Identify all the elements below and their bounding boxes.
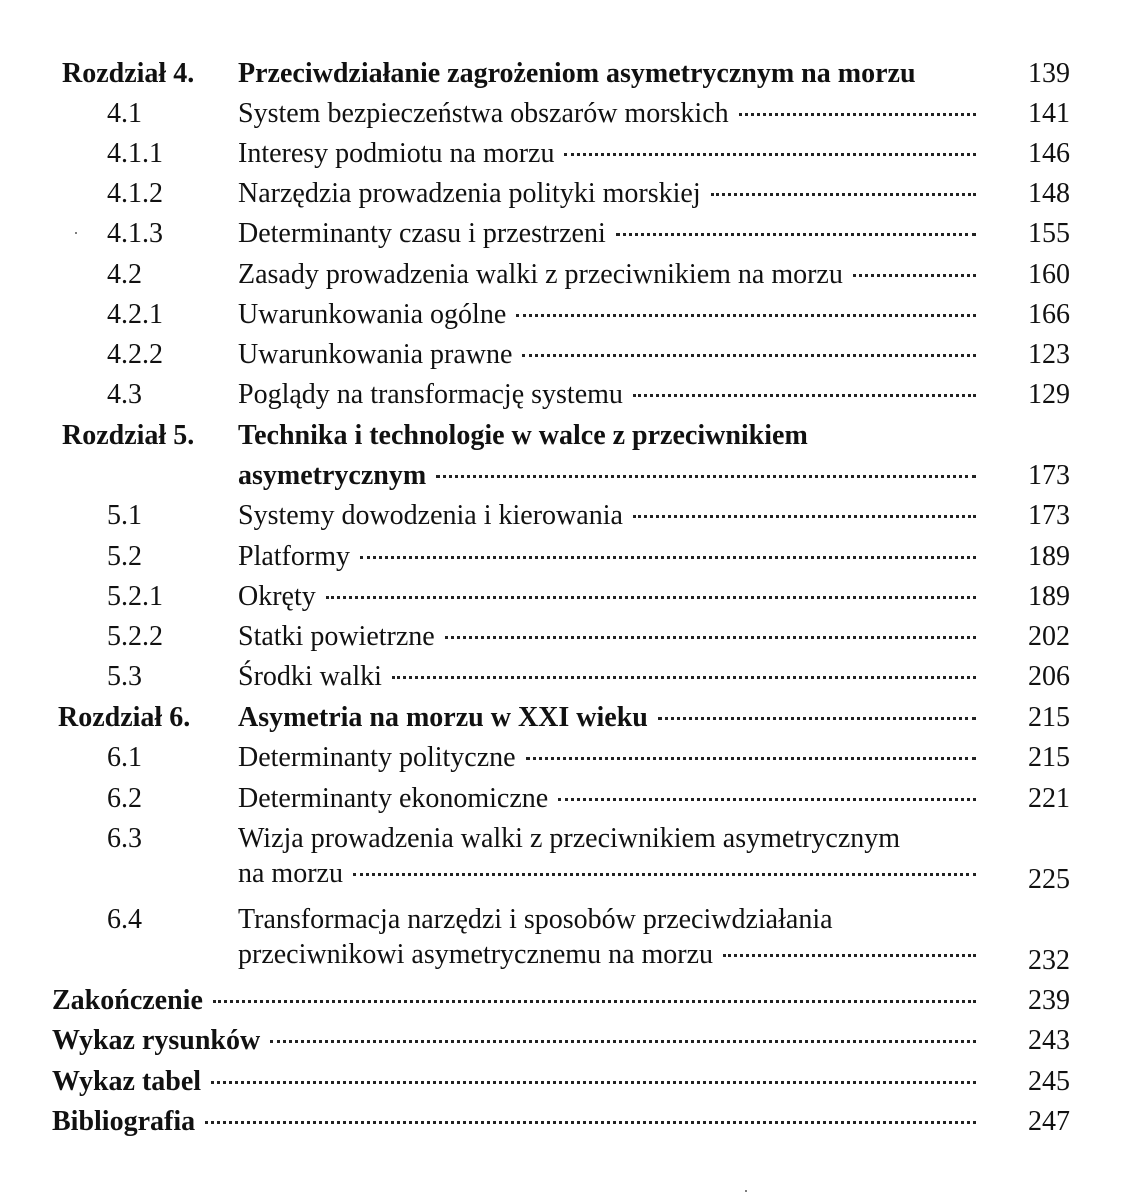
toc-page: 232 xyxy=(1028,945,1070,976)
dot-leader xyxy=(711,193,976,196)
toc-entry xyxy=(0,496,1134,536)
toc-title: Transformacja narzędzi i sposobów przeciwdziałania xyxy=(238,904,833,935)
toc-number: Rozdział 5. xyxy=(62,420,195,451)
toc-page: 139 xyxy=(1028,58,1070,89)
toc-title-continued: asymetrycznym xyxy=(238,460,427,491)
dot-leader xyxy=(526,757,976,760)
toc-number: 5.2 xyxy=(107,541,142,572)
dot-leader xyxy=(522,354,976,357)
toc-entry-continued xyxy=(0,935,1134,975)
toc-page: 215 xyxy=(1028,742,1070,773)
toc-title: Interesy podmiotu na morzu xyxy=(238,138,555,169)
dot-leader xyxy=(205,1121,976,1124)
toc-entry xyxy=(0,779,1134,819)
toc-backmatter xyxy=(0,981,1134,1021)
toc-number: Rozdział 6. xyxy=(58,702,191,733)
toc-title: Bibliografia xyxy=(52,1106,196,1137)
toc-page: 215 xyxy=(1028,702,1070,733)
toc-title: Przeciwdziałanie zagrożeniom asymetrycznym na morzu xyxy=(238,58,916,89)
dot-leader xyxy=(270,1040,976,1043)
toc-title: Poglądy na transformację systemu xyxy=(238,379,623,410)
toc-number: 5.3 xyxy=(107,661,142,692)
toc-entry xyxy=(0,657,1134,697)
dot-leader xyxy=(392,676,976,679)
toc-entry xyxy=(0,819,1134,859)
toc-number: 4.1 xyxy=(107,98,142,129)
toc-number: 6.1 xyxy=(107,742,142,773)
dot-leader xyxy=(445,636,976,639)
toc-entry xyxy=(0,255,1134,295)
toc-chapter-5-continued xyxy=(0,456,1134,496)
toc-title: Zasady prowadzenia walki z przeciwnikiem na morzu xyxy=(238,259,843,290)
toc-entry xyxy=(0,335,1134,375)
toc-page: 189 xyxy=(1028,541,1070,572)
toc-title: Środki walki xyxy=(238,661,382,692)
dot-leader xyxy=(211,1081,976,1084)
dot-leader xyxy=(516,314,976,317)
toc-page: 160 xyxy=(1028,259,1070,290)
toc-page: 146 xyxy=(1028,138,1070,169)
toc-page: 247 xyxy=(1028,1106,1070,1137)
toc-chapter-6 xyxy=(0,698,1134,738)
toc-page: 166 xyxy=(1028,299,1070,330)
toc-entry xyxy=(0,295,1134,335)
toc-chapter-4 xyxy=(0,54,1134,94)
toc-number: Rozdział 4. xyxy=(62,58,195,89)
toc-entry xyxy=(0,537,1134,577)
toc-number: 4.1.3 xyxy=(107,218,163,249)
toc-title: Determinanty czasu i przestrzeni xyxy=(238,218,606,249)
toc-entry xyxy=(0,174,1134,214)
toc-page: 189 xyxy=(1028,581,1070,612)
toc-page: 173 xyxy=(1028,460,1070,491)
toc-title: Determinanty polityczne xyxy=(238,742,516,773)
toc-page: 202 xyxy=(1028,621,1070,652)
toc-title: Asymetria na morzu w XXI wieku xyxy=(238,702,648,733)
scan-speck xyxy=(745,1190,747,1192)
toc-page: 243 xyxy=(1028,1025,1070,1056)
toc-title: Narzędzia prowadzenia polityki morskiej xyxy=(238,178,701,209)
toc-page: 221 xyxy=(1028,783,1070,814)
dot-leader xyxy=(436,475,976,478)
toc-chapter-5 xyxy=(0,416,1134,456)
toc-entry xyxy=(0,577,1134,617)
toc-entry xyxy=(0,214,1134,254)
dot-leader xyxy=(564,153,976,156)
toc-number: 5.2.2 xyxy=(107,621,163,652)
toc-entry xyxy=(0,375,1134,415)
toc-entry-continued xyxy=(0,854,1134,894)
toc-entry xyxy=(0,94,1134,134)
dot-leader xyxy=(360,556,976,559)
toc-number: 4.1.1 xyxy=(107,138,163,169)
toc-number: 4.2.2 xyxy=(107,339,163,370)
toc-entry xyxy=(0,900,1134,940)
scan-speck xyxy=(75,232,77,234)
dot-leader xyxy=(658,717,976,720)
toc-page: 129 xyxy=(1028,379,1070,410)
dot-leader xyxy=(213,1000,976,1003)
toc-number: 5.1 xyxy=(107,500,142,531)
toc-title: Okręty xyxy=(238,581,316,612)
toc-title: Technika i technologie w walce z przeciwnikiem xyxy=(238,420,808,451)
toc-number: 6.3 xyxy=(107,823,142,854)
dot-leader xyxy=(326,596,976,599)
toc-number: 4.1.2 xyxy=(107,178,163,209)
toc-title: Uwarunkowania ogólne xyxy=(238,299,507,330)
toc-page: 206 xyxy=(1028,661,1070,692)
toc-entry xyxy=(0,617,1134,657)
dot-leader xyxy=(723,954,976,957)
toc-title: System bezpieczeństwa obszarów morskich xyxy=(238,98,729,129)
toc-title: Wykaz rysunków xyxy=(52,1025,261,1056)
toc-entry xyxy=(0,738,1134,778)
toc-backmatter xyxy=(0,1021,1134,1061)
toc-number: 4.3 xyxy=(107,379,142,410)
dot-leader xyxy=(633,394,976,397)
dot-leader xyxy=(353,873,976,876)
toc-page: 155 xyxy=(1028,218,1070,249)
dot-leader xyxy=(558,798,976,801)
toc-title: Wizja prowadzenia walki z przeciwnikiem asymetrycznym xyxy=(238,823,901,854)
toc-page: 123 xyxy=(1028,339,1070,370)
toc-number: 6.4 xyxy=(107,904,142,935)
toc-title-continued: przeciwnikowi asymetrycznemu na morzu xyxy=(238,939,714,970)
toc-number: 4.2 xyxy=(107,259,142,290)
toc-number: 5.2.1 xyxy=(107,581,163,612)
toc-title: Systemy dowodzenia i kierowania xyxy=(238,500,623,531)
dot-leader xyxy=(739,113,976,116)
toc-number: 4.2.1 xyxy=(107,299,163,330)
toc-backmatter xyxy=(0,1102,1134,1142)
toc-page: 148 xyxy=(1028,178,1070,209)
toc-title: Determinanty ekonomiczne xyxy=(238,783,549,814)
toc-title: Zakończenie xyxy=(52,985,203,1016)
toc-page: 173 xyxy=(1028,500,1070,531)
toc-page: 225 xyxy=(1028,864,1070,895)
dot-leader xyxy=(633,515,976,518)
toc-entry xyxy=(0,134,1134,174)
toc-page: 239 xyxy=(1028,985,1070,1016)
dot-leader xyxy=(616,233,976,236)
toc-title-continued: na morzu xyxy=(238,858,343,889)
toc-backmatter xyxy=(0,1062,1134,1102)
toc-number: 6.2 xyxy=(107,783,142,814)
toc-page: 245 xyxy=(1028,1066,1070,1097)
toc-title: Uwarunkowania prawne xyxy=(238,339,513,370)
toc-title: Platformy xyxy=(238,541,350,572)
toc-title: Statki powietrzne xyxy=(238,621,435,652)
toc-title: Wykaz tabel xyxy=(52,1066,202,1097)
toc-page: 141 xyxy=(1028,98,1070,129)
dot-leader xyxy=(853,274,976,277)
